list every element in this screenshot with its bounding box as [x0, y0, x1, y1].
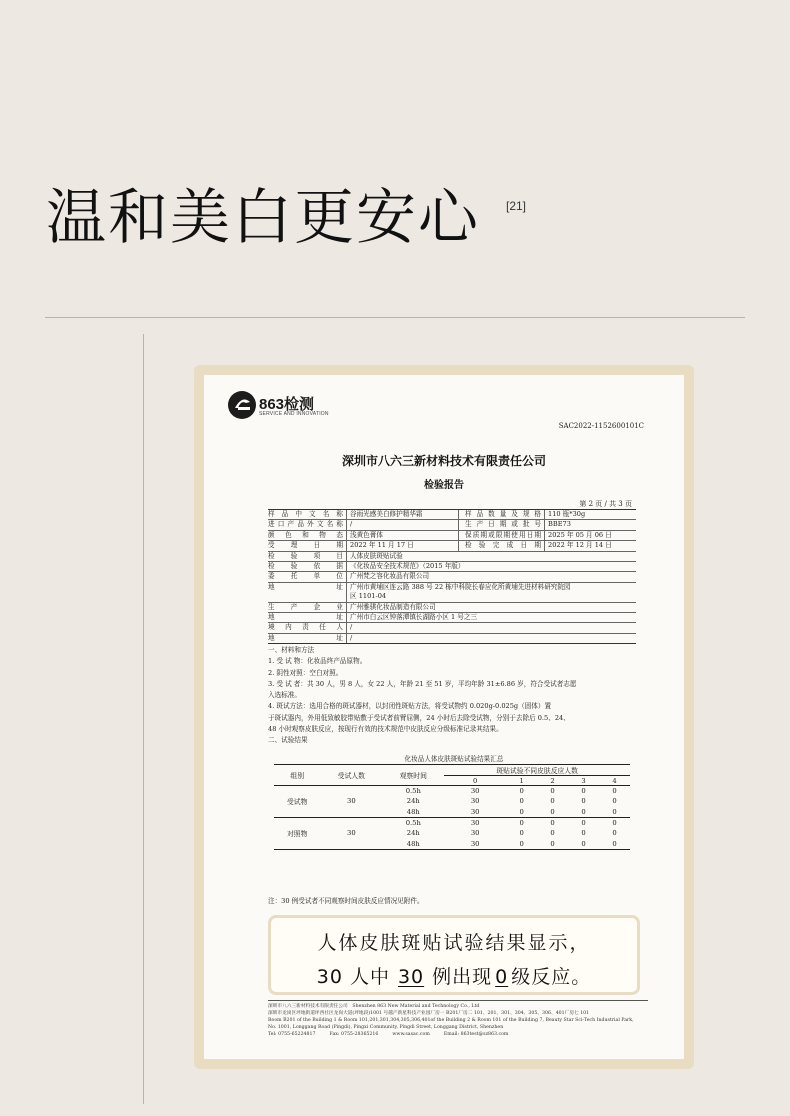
value-cell: 0 — [581, 787, 586, 796]
info-row — [268, 510, 636, 519]
info-value: 浅黄色膏体 — [346, 531, 458, 540]
page-number: 第 2 页 / 共 3 页 — [579, 500, 632, 508]
value-cell: 0 — [519, 807, 524, 816]
value-cell: 0 — [550, 829, 555, 838]
level-header: 3 — [581, 776, 586, 785]
info-label: 地址 — [268, 633, 343, 642]
callout-text: 30 人中 — [316, 966, 390, 988]
info-label: 地址 — [268, 613, 343, 622]
level-header: 2 — [550, 776, 555, 785]
value-cell: 0 — [550, 807, 555, 816]
info-value: / — [346, 520, 458, 529]
value-cell: 30 — [470, 787, 480, 796]
method-item: 1. 受 试 物：化妆品终产品原物。 — [268, 657, 367, 666]
value-cell: 0 — [581, 829, 586, 838]
value-cell: 0 — [519, 839, 524, 848]
value-cell: 0 — [550, 787, 555, 796]
footer-line: No. 1001, Longgang Road (Pingdi), Pingxi Community, Pingdi Street, Longgang District, Shenzhen — [268, 1025, 504, 1030]
callout-count: 30 — [397, 966, 425, 988]
info-value: 人体皮肤斑贴试验 — [346, 552, 636, 561]
method-item: 4. 斑试方法：选用合格的斑试器材，以封闭性斑贴方法，将受试物约 0.020g-0.025g（固体）置 — [268, 702, 552, 711]
info-row — [268, 551, 636, 561]
method-item-cont: 于斑试器内，外用低致敏胶带贴敷于受试者前臂屈侧，24 小时后去除受试物，分别于去除后 0.5、24、 — [268, 713, 570, 722]
subject-count: 30 — [320, 817, 382, 849]
sample-info-table — [268, 509, 636, 644]
level-header: 1 — [519, 776, 524, 785]
report-number: SAC2022-1152600101C — [558, 422, 644, 430]
value-cell: 0 — [612, 797, 617, 806]
info-value: 广州雅骐化妆品制造有限公司 — [346, 603, 636, 612]
info-row — [268, 530, 636, 540]
footer-line: 深圳市八六三新材料技术有限责任公司 Shenzhen 863 New Material and Technology Co., Ltd — [268, 1004, 480, 1009]
info-row — [268, 571, 636, 581]
info-label: 受理日期 — [268, 541, 343, 550]
info-row — [268, 602, 636, 612]
method-item: 3. 受 试 者：共 30 人，男 8 人，女 22 人，年龄 21 至 51 岁，平均年龄 31±6.86 岁，符合受试者志愿 — [268, 679, 577, 688]
report-document — [204, 375, 684, 1059]
callout-line-2 — [271, 962, 637, 989]
table-note: 注：30 例受试者不同观察时间皮肤反应情况见附件。 — [268, 897, 424, 905]
info-value: 2022 年 12 月 14 日 — [544, 541, 636, 550]
info-row — [268, 622, 636, 632]
lab-logo-tagline: SERVICE AND INNOVATION — [259, 411, 329, 417]
group-name: 对照物 — [274, 817, 320, 849]
info-value: / — [346, 623, 636, 632]
info-value: 广州梵之容化妆品有限公司 — [346, 572, 636, 581]
col-header: 观察时间 — [399, 772, 427, 780]
value-cell: 0 — [581, 807, 586, 816]
info-label: 样品中文名称 — [268, 510, 343, 518]
value-cell: 0 — [581, 818, 586, 827]
col-header: 斑贴试验不同皮肤反应人数 — [444, 765, 630, 776]
value-cell: 0 — [612, 829, 617, 838]
method-item-cont: 48 小时观察皮肤反应，按现行有效的技术规范中皮肤反应分级标准记录其结果。 — [268, 725, 503, 734]
value-cell: 0 — [550, 839, 555, 848]
info-value: 广州市黄埔区连云路 388 号 22 栋中科院长春应化所黄埔先进材料研究院园 — [346, 583, 636, 592]
value-cell: 0 — [519, 829, 524, 838]
group-name: 受试物 — [287, 798, 308, 807]
footer-line: 深圳市龙岗区坪地街道坪西社区龙岗大道(坪地段)1001 号越产新星科技产业园厂房一 B201厂房二 101、201、301、304、305、306、401厂房七 101 — [268, 1011, 590, 1016]
info-label: 生产日期或批号 — [458, 520, 544, 529]
horizontal-divider — [45, 317, 745, 318]
info-label: 委托单位 — [268, 572, 343, 581]
value-cell: 0 — [612, 839, 617, 848]
info-value: 区 1101-04 — [346, 592, 636, 601]
time-cell: 0.5h — [405, 818, 421, 827]
info-row — [268, 540, 636, 550]
info-value: BBE73 — [544, 520, 636, 529]
table-row — [274, 817, 630, 828]
info-value: 广州市白云区钟落潭镇长湖路小区 1 号之三 — [346, 613, 636, 622]
info-label: 检验完成日期 — [458, 541, 544, 550]
value-cell: 0 — [612, 807, 617, 816]
value-cell: 0 — [612, 818, 617, 827]
headline-reference: [21] — [506, 199, 527, 213]
lab-logo — [226, 389, 346, 423]
info-label: 检验依据 — [268, 562, 343, 571]
info-row — [268, 561, 636, 571]
callout-text: 级反应。 — [511, 966, 592, 988]
callout-grade: 0 — [495, 966, 509, 988]
value-cell: 0 — [581, 839, 586, 848]
value-cell: 0 — [519, 787, 524, 796]
footer-line: Room B201 of the Building 1 & Room 101,201,301,304,305,306,401of the Building 2 & Room 101 of the Building 7, Beauty Star Sci-Tech Industrial Park, — [268, 1018, 634, 1023]
time-cell: 48h — [406, 807, 420, 816]
value-cell: 30 — [470, 807, 480, 816]
headline-title: 温和美白更安心 — [46, 183, 480, 253]
value-cell: 0 — [581, 797, 586, 806]
info-value: 《化妆品安全技术规范》（2015 年版） — [346, 562, 636, 571]
level-header: 0 — [473, 776, 478, 785]
value-cell: 30 — [470, 818, 480, 827]
vertical-divider — [143, 334, 144, 1104]
value-cell: 30 — [470, 829, 480, 838]
level-header: 4 — [612, 776, 617, 785]
report-title: 检验报告 — [424, 480, 464, 491]
info-label: 检验项目 — [268, 551, 343, 560]
info-value: 谷雨光感美白修护精华霜 — [346, 510, 458, 519]
info-label: 进口产品外文名称 — [268, 520, 343, 529]
info-label: 地址 — [268, 582, 343, 591]
section-heading: 一、材料和方法 — [268, 646, 315, 654]
methods-section — [268, 645, 640, 747]
info-value: / — [346, 634, 636, 643]
info-value: 2025 年 05 月 06 日 — [544, 531, 636, 540]
info-label: 生产企业 — [268, 602, 343, 611]
section-heading: 二、试验结果 — [268, 736, 308, 745]
footer-line: Tel: 0755-65224817 Fax: 0755-28365216 www.sasac.com Email: 863test@sz863.com — [268, 1032, 509, 1037]
col-header: 组别 — [290, 772, 304, 780]
info-label: 境内责任人 — [268, 623, 343, 632]
subject-count: 30 — [347, 797, 356, 806]
results-table-title: 化妆品人体皮肤斑贴试验结果汇总 — [404, 755, 504, 763]
time-cell: 24h — [406, 797, 420, 806]
info-value: 110 瓶*30g — [544, 510, 636, 519]
time-cell: 24h — [406, 829, 420, 838]
value-cell: 30 — [470, 839, 480, 848]
info-row — [268, 519, 636, 529]
results-table — [274, 764, 630, 850]
info-label: 保质期或限期使用日期 — [458, 531, 544, 540]
method-item: 2. 阴性对照：空白对照。 — [268, 668, 343, 677]
table-row — [274, 786, 630, 797]
info-value: 2022 年 11 月 17 日 — [346, 541, 458, 550]
method-item-cont: 入选标准。 — [268, 691, 301, 700]
info-row — [268, 582, 636, 592]
time-cell: 0.5h — [405, 787, 421, 796]
info-label: 颜色和物态 — [268, 530, 343, 539]
info-row — [268, 592, 636, 601]
info-row — [268, 612, 636, 622]
callout-text: 例出现 — [432, 966, 493, 988]
value-cell: 30 — [470, 797, 480, 806]
value-cell: 0 — [519, 818, 524, 827]
lab-logo-text: 863检测 — [259, 396, 315, 413]
result-callout — [268, 915, 640, 995]
report-footer — [268, 1000, 648, 1038]
callout-line-1: 人体皮肤斑贴试验结果显示， — [317, 932, 591, 954]
value-cell: 0 — [612, 787, 617, 796]
time-cell: 48h — [406, 839, 420, 848]
value-cell: 0 — [550, 797, 555, 806]
col-header: 受试人数 — [337, 772, 365, 780]
info-label: 样品数量及规格 — [458, 510, 544, 519]
value-cell: 0 — [519, 797, 524, 806]
lab-logo-icon — [226, 389, 258, 421]
info-label — [268, 592, 346, 601]
company-name: 深圳市八六三新材料技术有限责任公司 — [341, 454, 546, 468]
value-cell: 0 — [550, 818, 555, 827]
info-row — [268, 633, 636, 643]
